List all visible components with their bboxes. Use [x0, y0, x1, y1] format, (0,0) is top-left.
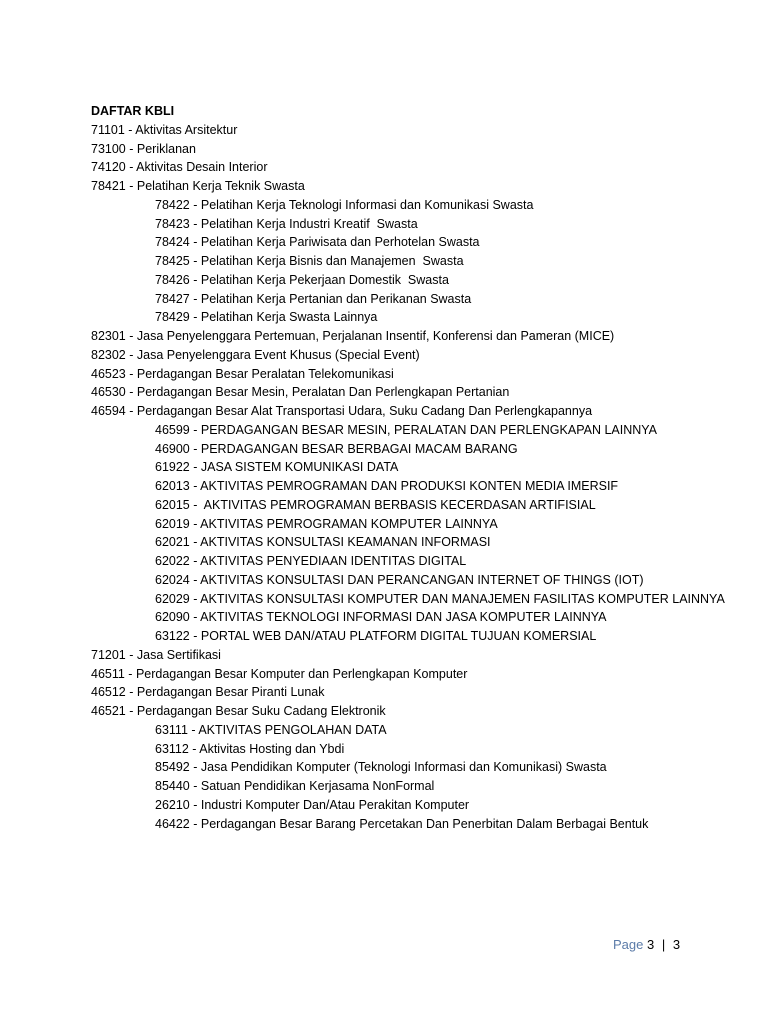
kbli-entry: 71101 - Aktivitas Arsitektur — [91, 122, 238, 137]
kbli-sub-entry: 63122 - PORTAL WEB DAN/ATAU PLATFORM DIGITAL TUJUAN KOMERSIAL — [155, 629, 597, 643]
kbli-sub-entry: 62015 - AKTIVITAS PEMROGRAMAN BERBASIS KECERDASAN ARTIFISIAL — [155, 497, 596, 512]
kbli-sub-entry: 63111 - AKTIVITAS PENGOLAHAN DATA — [155, 722, 387, 737]
kbli-sub-entry: 26210 - Industri Komputer Dan/Atau Perakitan Komputer — [155, 797, 470, 812]
document-heading: DAFTAR KBLI — [91, 104, 175, 118]
kbli-sub-entry: 46599 - PERDAGANGAN BESAR MESIN, PERALATAN DAN PERLENGKAPAN LAINNYA — [155, 422, 658, 437]
kbli-sub-entry: 63112 - Aktivitas Hosting dan Ybdi — [155, 741, 345, 756]
kbli-sub-entry: 62022 - AKTIVITAS PENYEDIAAN IDENTITAS DIGITAL — [155, 554, 467, 568]
kbli-entry: 46523 - Perdagangan Besar Peralatan Telekomunikasi — [91, 366, 394, 381]
total-page-number: 3 — [672, 937, 681, 952]
kbli-sub-entry: 78427 - Pelatihan Kerja Pertanian dan Perikanan Swasta — [155, 291, 472, 306]
kbli-entry: 82302 - Jasa Penyelenggara Event Khusus (Special Event) — [91, 347, 420, 362]
kbli-entry: 46512 - Perdagangan Besar Piranti Lunak — [91, 685, 325, 700]
kbli-entry: 46511 - Perdagangan Besar Komputer dan Perlengkapan Komputer — [91, 666, 468, 681]
kbli-sub-entry: 85492 - Jasa Pendidikan Komputer (Teknologi Informasi dan Komunikasi) Swasta — [155, 760, 607, 775]
kbli-entry: 74120 - Aktivitas Desain Interior — [91, 160, 268, 175]
kbli-sub-entry: 78422 - Pelatihan Kerja Teknologi Informasi dan Komunikasi Swasta — [155, 197, 534, 212]
kbli-entry: 78421 - Pelatihan Kerja Teknik Swasta — [91, 179, 305, 193]
kbli-list — [91, 121, 741, 834]
current-page-number: 3 — [647, 937, 655, 952]
document-body — [91, 102, 741, 833]
kbli-sub-entry: 62090 - AKTIVITAS TEKNOLOGI INFORMASI DAN JASA KOMPUTER LAINNYA — [155, 610, 607, 625]
page-footer — [613, 936, 680, 954]
kbli-sub-entry: 78426 - Pelatihan Kerja Pekerjaan Domestik Swasta — [155, 272, 449, 287]
kbli-sub-entry: 46422 - Perdagangan Besar Barang Percetakan Dan Penerbitan Dalam Berbagai Bentuk — [155, 816, 649, 831]
kbli-sub-entry: 62024 - AKTIVITAS KONSULTASI DAN PERANCANGAN INTERNET OF THINGS (IOT) — [155, 572, 644, 587]
kbli-sub-entry: 62019 - AKTIVITAS PEMROGRAMAN KOMPUTER LAINNYA — [155, 516, 498, 531]
kbli-entry: 71201 - Jasa Sertifikasi — [91, 647, 221, 662]
kbli-sub-entry: 46900 - PERDAGANGAN BESAR BERBAGAI MACAM BARANG — [155, 441, 518, 456]
kbli-sub-entry: 62029 - AKTIVITAS KONSULTASI KOMPUTER DAN MANAJEMEN FASILITAS KOMPUTER LAINNYA — [155, 591, 725, 606]
kbli-sub-entry: 78424 - Pelatihan Kerja Pariwisata dan Perhotelan Swasta — [155, 235, 480, 250]
kbli-sub-entry: 85440 - Satuan Pendidikan Kerjasama NonFormal — [155, 779, 435, 793]
kbli-sub-entry: 62013 - AKTIVITAS PEMROGRAMAN DAN PRODUKSI KONTEN MEDIA IMERSIF — [155, 479, 619, 493]
kbli-sub-entry: 78425 - Pelatihan Kerja Bisnis dan Manajemen Swasta — [155, 254, 464, 268]
kbli-entry: 46594 - Perdagangan Besar Alat Transportasi Udara, Suku Cadang Dan Perlengkapannya — [91, 404, 593, 418]
page-label: Page — [613, 937, 644, 952]
kbli-sub-entry: 78429 - Pelatihan Kerja Swasta Lainnya — [155, 310, 378, 325]
kbli-entry: 82301 - Jasa Penyelenggara Pertemuan, Perjalanan Insentif, Konferensi dan Pameran (MICE) — [91, 329, 615, 343]
page-separator: | — [661, 937, 666, 952]
kbli-entry: 73100 - Periklanan — [91, 141, 196, 156]
kbli-sub-entry: 62021 - AKTIVITAS KONSULTASI KEAMANAN INFORMASI — [155, 535, 491, 550]
kbli-sub-entry: 61922 - JASA SISTEM KOMUNIKASI DATA — [155, 460, 399, 475]
kbli-entry: 46521 - Perdagangan Besar Suku Cadang Elektronik — [91, 704, 386, 718]
kbli-sub-entry: 78423 - Pelatihan Kerja Industri Kreatif Swasta — [155, 216, 418, 231]
kbli-entry: 46530 - Perdagangan Besar Mesin, Peralatan Dan Perlengkapan Pertanian — [91, 385, 510, 400]
